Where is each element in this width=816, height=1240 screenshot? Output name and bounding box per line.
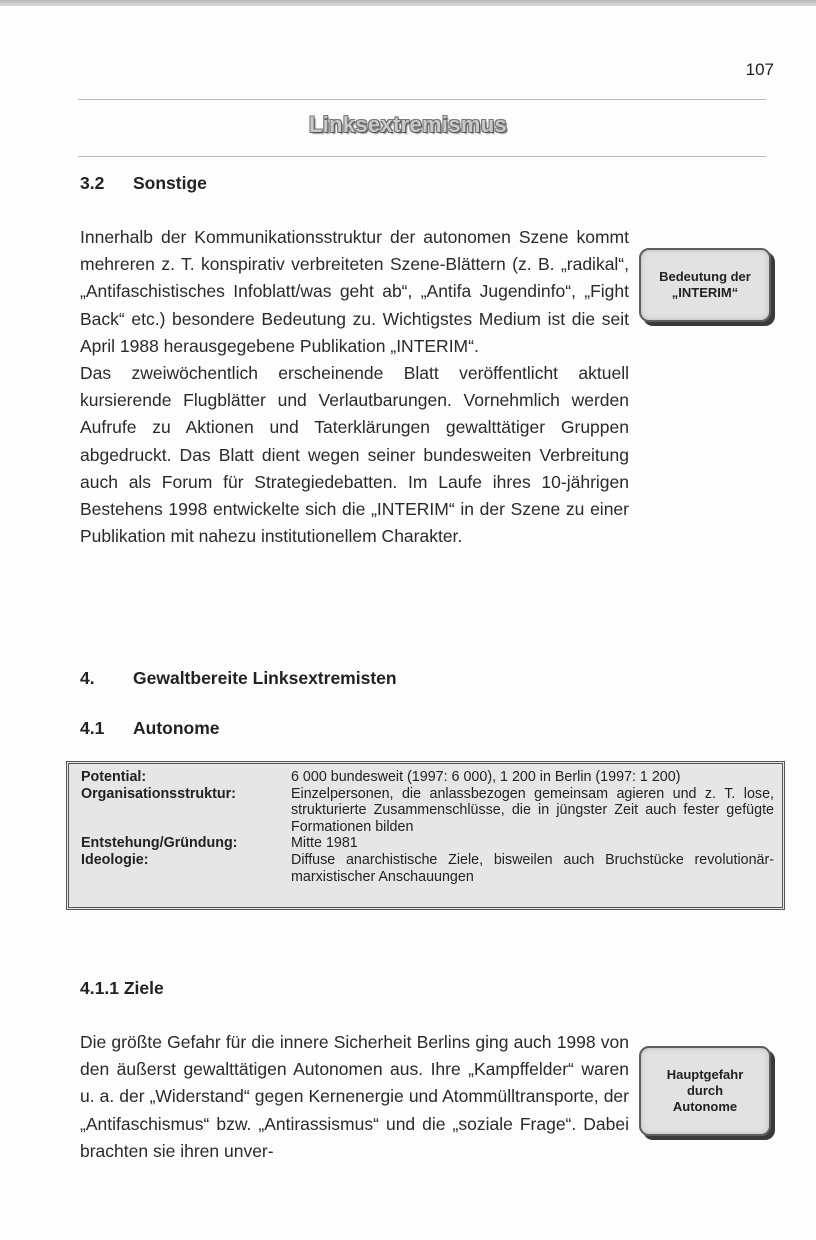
margin-note-line: Hauptgefahr (666, 1067, 744, 1082)
facts-label: Entstehung/Gründung: (81, 835, 238, 852)
section-title: Sonstige (133, 173, 207, 193)
section-heading-4-1 (80, 718, 220, 739)
page-number: 107 (745, 60, 774, 79)
facts-value: Einzelpersonen, die anlassbezogen gemeinsam agieren und z. T. lose, strukturierte Zusammenschlüsse, die in jüngster Zeit auch fester gefügte Formationen bilden (291, 785, 774, 835)
header-rule-bottom (78, 156, 766, 157)
section-title: Autonome (133, 718, 220, 738)
margin-note-line: „INTERIM“ (671, 285, 739, 300)
facts-label: Organisationsstruktur: (81, 785, 236, 802)
scan-top-edge (0, 0, 816, 6)
section-number: 3.2 (80, 173, 105, 193)
margin-note-interim (639, 248, 771, 322)
margin-note-line: durch (686, 1083, 724, 1098)
section-title: Gewaltbereite Linksextremisten (133, 668, 397, 688)
paragraph-interim (80, 224, 629, 550)
facts-row-potential (81, 769, 774, 786)
facts-box-autonome (66, 761, 785, 910)
section-number: 4. (80, 668, 95, 688)
facts-label: Potential: (81, 769, 147, 785)
paragraph: Innerhalb der Kommunikationsstruktur der autonomen Szene kommt mehreren z. T. konspirativ verbreiteten Szene-Blättern (z. B. „radikal“, „Antifaschistisches Infoblatt/was geht ab“, „Antifa Jugendinfo“, „Fight Back“ etc.) besondere Bedeutung zu. Wichtigstes Medium ist die seit April 1988 herausgegebene Publikation „INTERIM“. (80, 227, 629, 356)
section-number: 4.1 (80, 718, 105, 738)
section-heading-4-1-1 (80, 978, 164, 999)
section-heading-3-2 (80, 173, 207, 194)
facts-value: Diffuse anarchistische Ziele, bisweilen auch Bruchstücke revolutionär-marxistischer Anschauungen (291, 851, 774, 885)
paragraph-ziele (80, 1029, 629, 1165)
facts-row-ideologie (81, 852, 774, 885)
margin-note-line: Autonome (672, 1099, 738, 1114)
facts-value: Mitte 1981 (291, 835, 358, 852)
section-title: Ziele (123, 978, 164, 998)
facts-row-gruendung (81, 835, 774, 852)
facts-row-organisation (81, 786, 774, 836)
margin-note-hauptgefahr (639, 1046, 771, 1136)
paragraph: Das zweiwöchentlich erscheinende Blatt veröffentlicht aktuell kursierende Flugblätter und Verlautbarungen. Vornehmlich werden Aufrufe zu Aktionen und Taterklärungen gewalttätiger Gruppen abgedruckt. Das Blatt dient wegen seiner bundesweiten Verbreitung auch als Forum für Strategiedebatten. Im Laufe ihres 10-jährigen Bestehens 1998 entwickelte sich die „INTERIM“ in der Szene zu einer Publikation mit nahezu institutionellem Charakter. (80, 363, 629, 547)
facts-label: Ideologie: (81, 851, 149, 868)
facts-value: 6 000 bundesweit (1997: 6 000), 1 200 in Berlin (1997: 1 200) (291, 769, 681, 785)
section-heading-4 (80, 668, 397, 689)
header-rule-top (78, 99, 766, 100)
margin-note-line: Bedeutung der (659, 269, 751, 284)
section-number: 4.1.1 (80, 978, 119, 998)
paragraph: Die größte Gefahr für die innere Sicherheit Berlins ging auch 1998 von den äußerst gewalttätigen Autonomen aus. Ihre „Kampffelder“ waren u. a. der „Widerstand“ gegen Kernenergie und Atommülltransporte, der „Antifaschismus“ bzw. „Antirassismus“ und die „soziale Frage“. Dabei brachten sie ihren unver- (80, 1032, 629, 1161)
running-title: Linksextremismus (309, 112, 507, 137)
